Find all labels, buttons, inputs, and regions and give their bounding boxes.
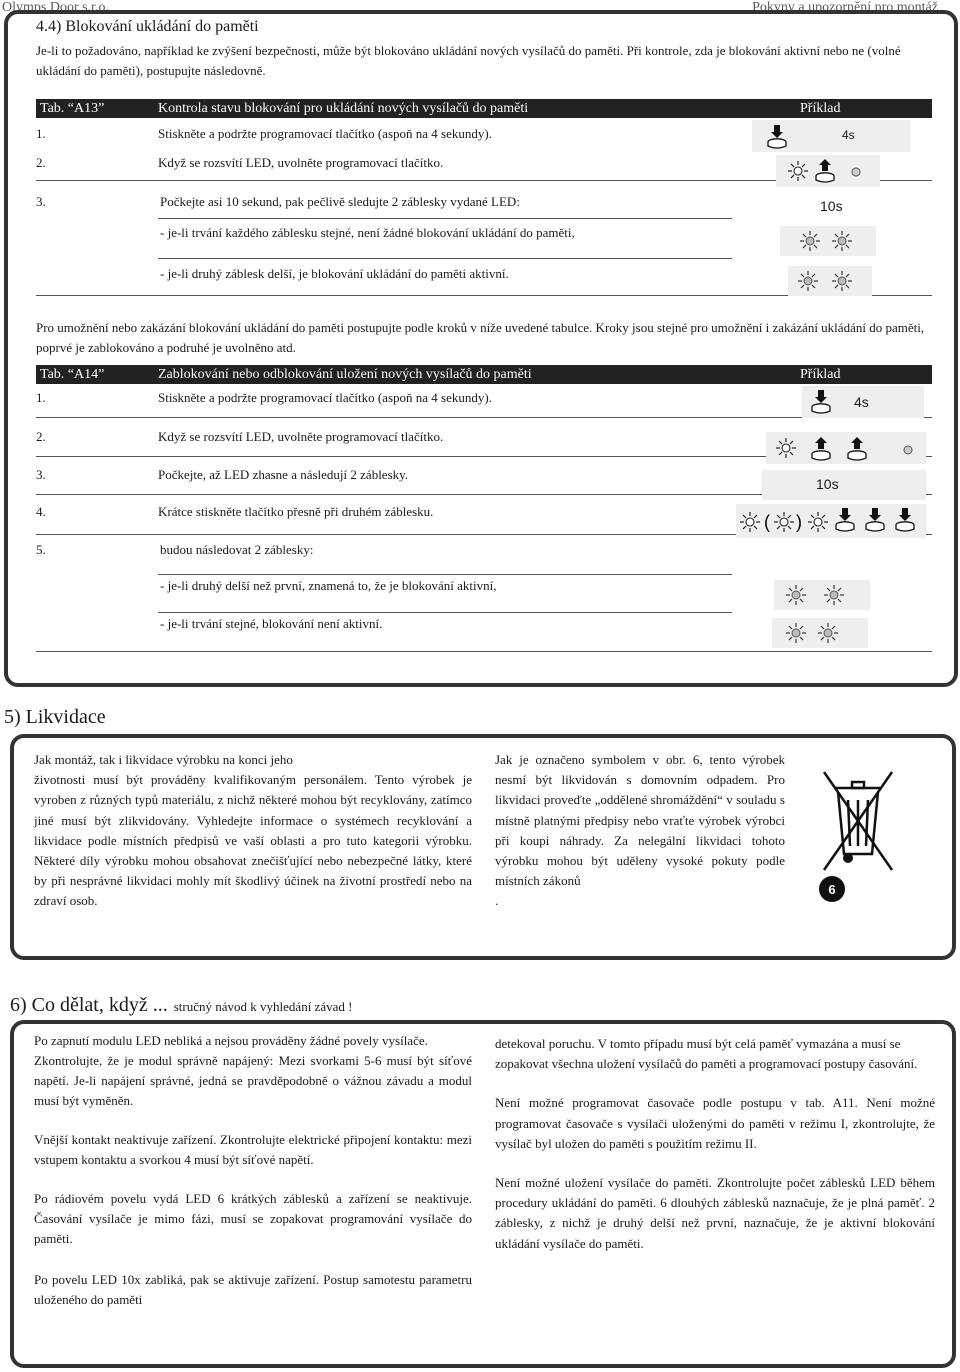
a13-example-equal (780, 226, 876, 256)
duration-label: 10s (820, 198, 843, 214)
a14-example-3 (762, 470, 926, 500)
button-press-icon (752, 120, 910, 152)
s5-right-para: Jak je označeno symbolem v obr. 6, tento výrobek nesmí být likvidován s domovním odpadem. Pro likvidaci proveďte „oddělené shromáždění“ v souladu s místně platnými předpisy nebo vraťte výrobek výrobci při koupi náhrady. Za nelegální likvidaci tohoto výrobku mohou být uděleny vysoké pokuty podle místních zákonů (495, 752, 785, 889)
recycle-bin-figure (818, 766, 898, 906)
s6-right-p1: detekoval poruchu. V tomto případu musí být celá paměť vymazána a musí se zopakovat všechna uložení vysílačů do paměti a programovací postupy časování. (495, 1036, 918, 1072)
svg-text:): ) (796, 512, 802, 532)
a13-row-1-num: 1. (36, 126, 46, 141)
crossed-bin-icon (818, 766, 898, 906)
figure-number: 6 (828, 882, 836, 897)
table-a14-title: Zablokování nebo odblokování uložení nových vysílačů do paměti (158, 367, 532, 382)
header-company: Olymps Door s.r.o. (2, 0, 109, 15)
divider (36, 417, 932, 418)
a14-example-inactive (772, 618, 868, 648)
table-a13-header (36, 99, 932, 118)
duration-label: 4s (842, 128, 855, 142)
a14-row-5-text: budou následovat 2 záblesky: (160, 542, 314, 557)
s5-right-text (495, 750, 785, 912)
section-6-heading (10, 994, 352, 1017)
table-a13-example: Příklad (800, 101, 841, 116)
table-a14-tab: Tab. “A14” (40, 367, 105, 382)
a14-intro: Pro umožnění nebo zakázání blokování ukládání do paměti postupujte podle kroků v níže uvedené tabulce. Kroky jsou stejné pro umožnění i zakázání ukládání do paměti, poprvé je zablokováno a podruhé je uvolněno atd. (36, 320, 925, 355)
s5-right-end: . (495, 893, 499, 909)
led-flash-icon (772, 618, 868, 648)
led-flash-icon (774, 580, 870, 610)
a14-row-4-text: Krátce stiskněte tlačítko přesně při druhém záblesku. (158, 504, 434, 519)
a13-example-longer (788, 266, 872, 296)
a14-row-2-num: 2. (36, 429, 46, 444)
s6-right-text (495, 1034, 935, 1254)
a14-example-1 (802, 386, 924, 418)
s6-left-p3: Vnější kontakt neaktivuje zařízení. Zkontrolujte elektrické připojení kontaktu: mezi vstupem kontaktu a svorkou 4 musí být síťové napětí. (34, 1131, 472, 1167)
a13-sub-2: - je-li druhý záblesk delší, je blokování ukládání do paměti aktivní. (160, 266, 509, 281)
a14-example-active (774, 580, 870, 610)
a13-row-2-num: 2. (36, 155, 46, 170)
s5-left-text (34, 750, 472, 912)
duration-label: 4s (854, 394, 869, 410)
table-a14-example: Příklad (800, 367, 841, 382)
a14-row-4-num: 4. (36, 504, 46, 519)
header-title: Pokyny a upozornění pro montáž (752, 0, 938, 15)
a14-row-5-num: 5. (36, 542, 46, 557)
a13-row-2-text: Když se rozsvítí LED, uvolněte programovací tlačítko. (158, 155, 444, 170)
a14-example-4 (736, 504, 926, 538)
a14-row-3-num: 3. (36, 467, 46, 482)
s6-left-p2: Zkontrolujte, že je modul správně napájený: Mezi svorkami 5-6 musí být síťové napětí. Je-li napájení správné, jedná se pravděpodobně o vážnou závadu a modul musí být vyměněn. (34, 1053, 472, 1109)
svg-text:(: ( (764, 512, 770, 532)
a14-row-2-text: Když se rozsvítí LED, uvolněte programovací tlačítko. (158, 429, 444, 444)
divider (158, 218, 732, 219)
a13-example-2 (776, 155, 880, 187)
table-a13-title: Kontrola stavu blokování pro ukládání nových vysílačů do paměti (158, 101, 529, 116)
section-6-title: 6) Co dělat, když ... (10, 994, 168, 1016)
led-flash-icon (788, 266, 872, 296)
s5-left-para: životnosti musí být prováděny kvalifikovaným personálem. Tento výrobek je vyroben z různých typů materiálu, z nichž některé mohou být recyklovány, zatímco jiné musí být zlikvidovány. Vyhledejte informace o systémech recyklování a likvidace podle místních předpisů ve vaší oblasti a pro tuto kategorii výrobku. Některé díly výrobku mohou obsahovat znečišťující nebo nebezpečné látky, které by při nesprávné likvidaci mohly mít škodlivý účinek na životní prostředí nebo na zdraví osob. (34, 772, 472, 909)
s6-right-p3: Není možné uložení vysílače do paměti. Zkontrolujte počet záblesků LED během procedury ukládání do paměti. 6 dlouhých záblesků naznačuje, že je plná paměť. 2 záblesky, z nichž je druhý delší než první, naznačuje, že je aktivní blokování ukládání vysílače do paměti. (495, 1175, 935, 1251)
a13-row-3-num: 3. (36, 194, 46, 209)
a14-sub-1: - je-li druhý delší než první, znamená to, že je blokování aktivní, (160, 578, 497, 593)
s6-left-p5: Po povelu LED 10x zabliká, pak se aktivuje zařízení. Postup samotestu parametru uloženého do paměti (34, 1271, 472, 1307)
a14-row-1-num: 1. (36, 390, 46, 405)
divider (158, 258, 732, 259)
a14-row-1-text: Stiskněte a podržte programovací tlačítko (aspoň na 4 sekundy). (158, 390, 492, 405)
s6-right-p2: Není možné programovat časovače podle postupu v tab. A11. Není možné programovat časovače s vysílači uloženými do paměti v režimu I, zkontrolujte, že vysílač byl uložen do paměti s použitím režimu II. (495, 1095, 935, 1151)
a14-sub-2: - je-li trvání stejné, blokování není aktivní. (160, 616, 383, 631)
table-a13-tab: Tab. “A13” (40, 101, 105, 116)
s5-left-line-1: Jak montáž, tak i likvidace výrobku na konci jeho (34, 752, 293, 767)
led-on-icon (776, 155, 880, 187)
divider (158, 612, 732, 613)
section-6-subtitle: stručný návod k vyhledání závad ! (173, 999, 353, 1014)
a14-row-3-text: Počkejte, až LED zhasne a následují 2 záblesky. (158, 467, 409, 482)
s6-left-text (34, 1034, 472, 1310)
divider (36, 651, 932, 652)
section-intro: Je-li to požadováno, například ke zvýšení bezpečnosti, může být blokováno ukládání nových vysílačů do paměti. Při kontrole, zda je blokování aktivní nebo ne (volné ukládání do paměti), postupujte následovně. (36, 43, 901, 78)
led-flash-icon (780, 226, 876, 256)
table-a14-header (36, 365, 932, 384)
s6-left-p1: Po zapnutí modulu LED nebliká a nejsou prováděny žádné povely vysílače. (34, 1033, 428, 1048)
led-flash-press-icon (736, 504, 926, 538)
duration-label: 10s (816, 476, 839, 492)
a13-row-1-text: Stiskněte a podržte programovací tlačítko (aspoň na 4 sekundy). (158, 126, 492, 141)
led-on-icon (766, 432, 926, 464)
divider (158, 574, 732, 575)
section-title: 4.4) Blokování ukládání do paměti (36, 18, 259, 35)
s6-left-p4: Po rádiovém povelu vydá LED 6 krátkých záblesků a zařízení se neaktivuje. Časování vysílače je mimo fázi, musí se zopakovat programování vysílače do paměti. (34, 1191, 472, 1247)
a13-row-3-text: Počkejte asi 10 sekund, pak pečlivě sledujte 2 záblesky vydané LED: (160, 194, 520, 209)
a14-example-2 (766, 432, 926, 464)
section-5-title: 5) Likvidace (4, 706, 106, 728)
a13-sub-1: - je-li trvání každého záblesku stejné, není žádné blokování ukládání do paměti, (160, 225, 575, 240)
a13-example-1 (752, 120, 910, 152)
